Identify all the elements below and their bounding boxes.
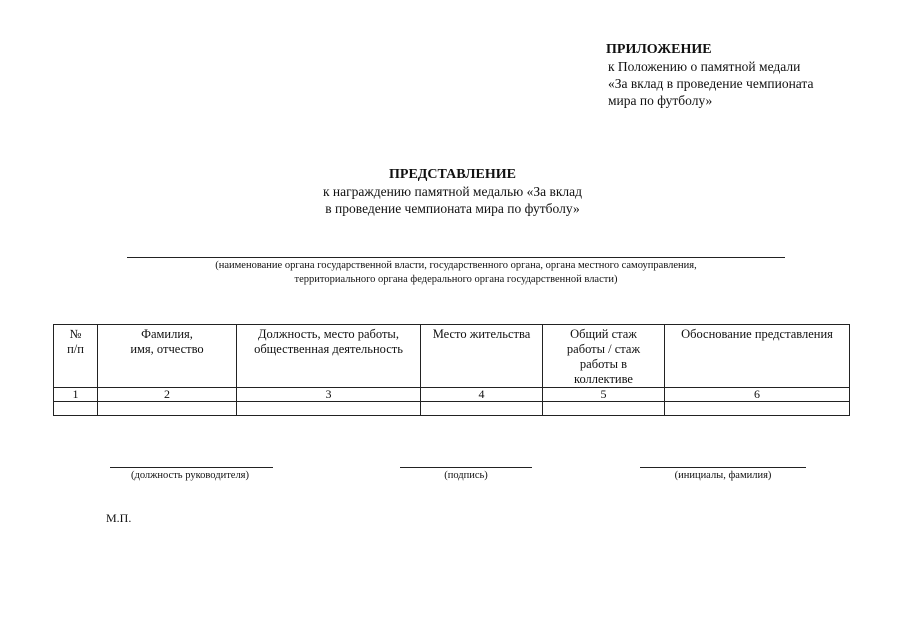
document-title: ПРЕДСТАВЛЕНИЕ [389, 167, 516, 182]
document-title-block [200, 166, 705, 217]
header-full-name: Фамилия, имя, отчество [98, 325, 237, 388]
appendix-title: ПРИЛОЖЕНИЕ [606, 42, 712, 57]
organization-caption [127, 259, 785, 287]
column-number-2: 2 [98, 388, 237, 402]
appendix-line-1: к Положению о памятной медали [608, 59, 801, 74]
organization-caption-line-2: территориального органа федерального органа государственной власти) [294, 274, 618, 285]
appendix-line-2: «За вклад в проведение чемпионата [608, 76, 814, 91]
column-number-3: 3 [237, 388, 421, 402]
position-caption: (должность руководителя) [130, 470, 250, 481]
table-cell[interactable] [665, 402, 850, 416]
header-position: Должность, место работы, общественная деятельность [237, 325, 421, 388]
header-residence: Место жительства [421, 325, 543, 388]
document-subtitle-line-2: в проведение чемпионата мира по футболу» [325, 201, 580, 216]
appendix-line-3: мира по футболу» [608, 93, 713, 108]
column-number-1: 1 [54, 388, 98, 402]
table-header-row [54, 325, 850, 388]
table-cell[interactable] [54, 402, 98, 416]
name-caption: (инициалы, фамилия) [674, 470, 772, 481]
header-work-experience: Общий стаж работы / стаж работы в коллективе [543, 325, 665, 388]
column-number-4: 4 [421, 388, 543, 402]
table-cell[interactable] [421, 402, 543, 416]
table-cell[interactable] [543, 402, 665, 416]
header-justification: Обоснование представления [665, 325, 850, 388]
organization-fill-line[interactable] [127, 257, 785, 258]
table-row [54, 402, 850, 416]
organization-caption-line-1: (наименование органа государственной власти, государственного органа, органа местного самоуправления, [215, 260, 697, 271]
appendix-block [606, 41, 896, 109]
signature-caption: (подпись) [444, 470, 488, 481]
position-fill-line[interactable] [110, 467, 273, 468]
header-number: № п/п [54, 325, 98, 388]
name-fill-line[interactable] [640, 467, 806, 468]
nominee-table [53, 324, 850, 416]
signature-fill-line[interactable] [400, 467, 532, 468]
stamp-place: М.П. [106, 511, 132, 525]
table-cell[interactable] [98, 402, 237, 416]
column-number-6: 6 [665, 388, 850, 402]
table-column-number-row [54, 388, 850, 402]
document-subtitle-line-1: к награждению памятной медалью «За вклад [322, 184, 583, 199]
table-cell[interactable] [237, 402, 421, 416]
column-number-5: 5 [543, 388, 665, 402]
